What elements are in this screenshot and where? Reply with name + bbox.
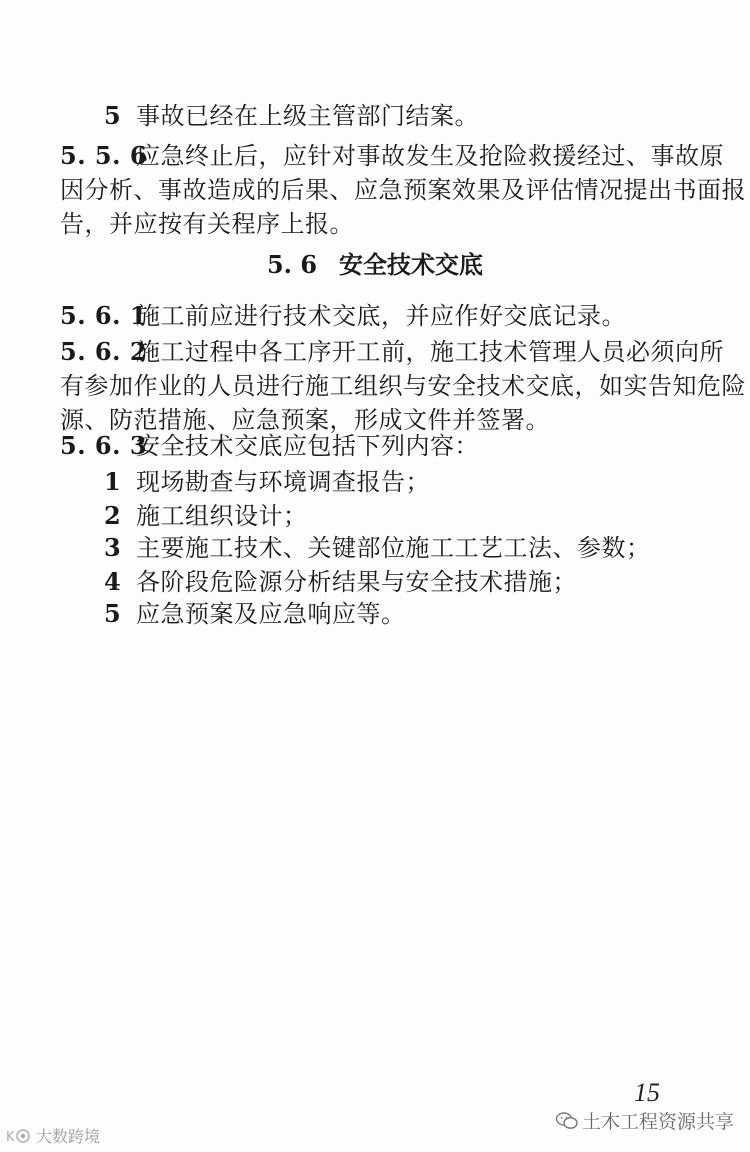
item-text: 事故已经在上级主管部门结案。 — [136, 102, 479, 130]
list-item — [104, 98, 479, 134]
watermark-text: 大数跨境 — [36, 1127, 101, 1146]
list-item — [104, 596, 406, 632]
item-text: 主要施工技术、关键部位施工工艺工法、参数； — [136, 534, 651, 562]
item-number: 4 — [104, 567, 122, 596]
item-number: 2 — [104, 501, 122, 530]
item-number: 5 — [104, 599, 122, 628]
clause-number: 5. 5. 6 — [60, 141, 148, 170]
item-text: 应急预案及应急响应等。 — [136, 600, 406, 628]
page-number: 15 — [634, 1078, 660, 1107]
clause-number: 5. 6. 3 — [60, 431, 148, 460]
clause-5-5-6 — [60, 138, 724, 174]
list-item — [104, 564, 577, 600]
wechat-icon — [556, 1112, 578, 1130]
clause-5-6-1 — [60, 298, 626, 334]
section-title: 安全技术交底 — [339, 251, 484, 279]
section-heading — [0, 247, 750, 283]
watermark-right — [556, 1107, 734, 1134]
watermark-left — [6, 1124, 100, 1147]
item-number: 5 — [104, 101, 122, 130]
list-item — [104, 464, 430, 500]
paragraph-line: 有参加作业的人员进行施工组织与安全技术交底，如实告知危险 — [60, 372, 746, 400]
paragraph-line: 告，并应按有关程序上报。 — [60, 210, 354, 238]
item-number: 1 — [104, 467, 122, 496]
clause-number: 5. 6. 1 — [60, 301, 148, 330]
clause-text: 施工前应进行技术交底，并应作好交底记录。 — [136, 302, 626, 330]
svg-text:K: K — [6, 1129, 15, 1145]
clause-text: 施工过程中各工序开工前，施工技术管理人员必须向所 — [136, 338, 724, 366]
list-item — [104, 498, 308, 534]
record-icon — [6, 1127, 32, 1145]
clause-5-6-3 — [60, 428, 479, 464]
item-number: 3 — [104, 533, 122, 562]
paragraph-line: 源、防范措施、应急预案，形成文件并签署。 — [60, 406, 550, 434]
item-text: 各阶段危险源分析结果与安全技术措施； — [136, 568, 577, 596]
clause-number: 5. 6. 2 — [60, 337, 148, 366]
item-text: 现场勘查与环境调查报告； — [136, 468, 430, 496]
list-item — [104, 530, 651, 566]
paragraph-line: 因分析、事故造成的后果、应急预案效果及评估情况提出书面报 — [60, 176, 746, 204]
clause-5-6-2 — [60, 334, 724, 370]
item-text: 施工组织设计； — [136, 502, 308, 530]
section-number: 5. 6 — [266, 250, 318, 279]
clause-text: 安全技术交底应包括下列内容： — [136, 432, 479, 460]
watermark-text: 土木工程资源共享 — [582, 1111, 735, 1133]
clause-text: 应急终止后，应针对事故发生及抢险救援经过、事故原 — [136, 142, 724, 170]
